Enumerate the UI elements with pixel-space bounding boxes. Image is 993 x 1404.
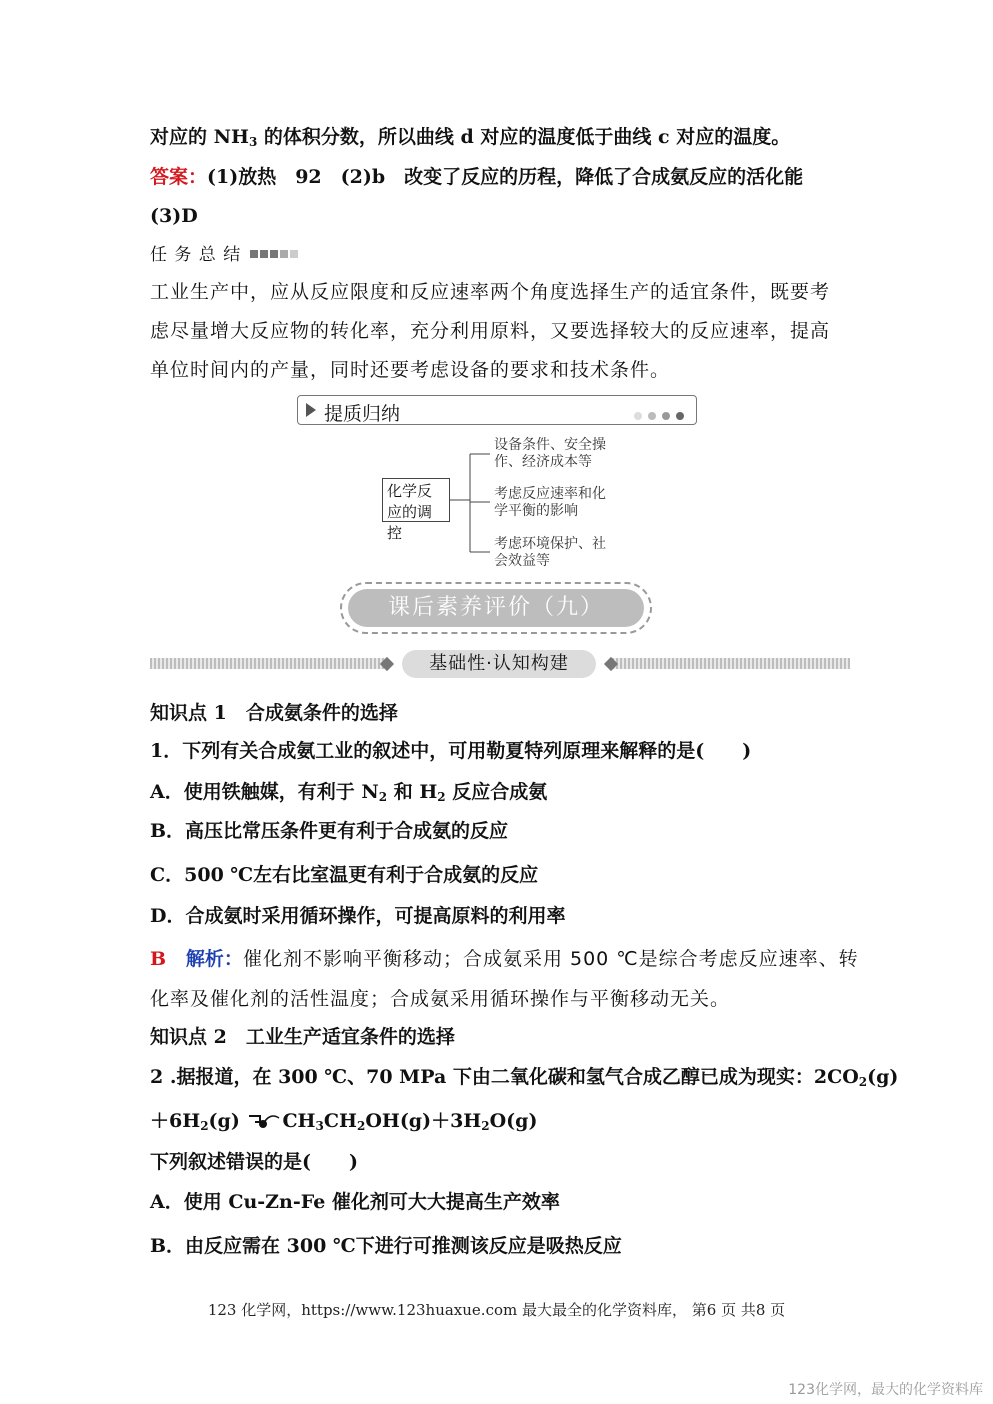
answer-text: (1)放热 92 (2)b 改变了反应的历程，降低了合成氨反应的活化能 xyxy=(207,166,804,188)
kp2-question xyxy=(150,1062,898,1089)
section-banner xyxy=(340,582,652,634)
eq-text: OH(g)＋3H xyxy=(365,1110,482,1132)
summary-title xyxy=(150,240,298,265)
analysis-text: 催化剂不影响平衡移动；合成氨采用 500 ℃是综合考虑反应速率、转 xyxy=(242,948,859,970)
answer-letter: B xyxy=(150,948,167,970)
kp2-title: 知识点 2 工业生产适宜条件的选择 xyxy=(150,1026,455,1048)
mindmap-connectors xyxy=(450,440,500,565)
option-text: A．使用铁触媒，有利于 N xyxy=(150,781,379,803)
question-text: 2 .据报道，在 300 ℃、70 MPa 下由二氧化碳和氢气合成乙醇已成为现实：2CO xyxy=(150,1066,859,1088)
answer-label: 答案： xyxy=(150,166,208,188)
page-footer: 123 化学网，https://www.123huaxue.com 最大最全的化学资料库， 第6 页 共8 页 xyxy=(207,1301,786,1319)
subscript: 3 xyxy=(248,135,258,149)
kp2-option-a: A．使用 Cu-Zn-Fe 催化剂可大大提高生产效率 xyxy=(150,1191,560,1213)
option-text: 反应合成氨 xyxy=(445,781,548,803)
mindmap-branch: 设备条件、安全操作、经济成本等 xyxy=(494,437,606,470)
play-triangle-icon xyxy=(306,403,316,417)
kp2-equation xyxy=(150,1106,537,1133)
analysis-label: 解析： xyxy=(185,948,243,970)
mindmap-branch: 考虑环境保护、社会效益等 xyxy=(494,536,606,569)
prev-text-post: 的体积分数，所以曲线 d 对应的温度低于曲线 c 对应的温度。 xyxy=(257,126,791,148)
question-text: (g) xyxy=(867,1066,899,1088)
prev-text-pre: 对应的 NH xyxy=(150,126,249,148)
watermark: 123化学网，最大的化学资料库 xyxy=(788,1382,983,1398)
kp1-analysis xyxy=(150,944,859,971)
divider-left xyxy=(150,658,386,669)
kp2-option-b: B．由反应需在 300 ℃下进行可推测该反应是吸热反应 xyxy=(150,1235,622,1257)
analysis-text-2: 化率及催化剂的活性温度；合成氨采用循环操作与平衡移动无关。 xyxy=(150,988,731,1010)
answer-line xyxy=(150,162,803,189)
summary-line: 工业生产中，应从反应限度和反应速率两个角度选择生产的适宜条件，既要考 xyxy=(150,281,831,303)
kp1-option-a xyxy=(150,777,547,804)
reaction-arrow-icon xyxy=(246,1110,282,1132)
mindmap-header xyxy=(297,395,697,425)
eq-text: O(g) xyxy=(489,1110,538,1132)
kp2-question-2: 下列叙述错误的是( ) xyxy=(150,1151,358,1173)
decor-squares-icon xyxy=(248,245,298,265)
subsection-title: 基础性·认知构建 xyxy=(402,650,596,678)
subscript: 2 xyxy=(356,1119,366,1133)
subscript: 2 xyxy=(200,1119,209,1133)
eq-text: ＋6H xyxy=(150,1110,201,1132)
prev-text-line xyxy=(150,122,790,149)
section-banner-text: 课后素养评价（九） xyxy=(348,589,644,627)
answer-text-2: (3)D xyxy=(150,205,198,227)
summary-line: 单位时间内的产量，同时还要考虑设备的要求和技术条件。 xyxy=(150,359,671,381)
kp1-question: 1．下列有关合成氨工业的叙述中，可用勒夏特列原理来解释的是( ) xyxy=(150,740,752,762)
kp1-option-b: B．高压比常压条件更有利于合成氨的反应 xyxy=(150,820,509,842)
mindmap-branch: 考虑反应速率和化学平衡的影响 xyxy=(494,486,606,519)
dots-icon xyxy=(628,405,684,424)
subscript: 2 xyxy=(481,1119,490,1133)
summary-line: 虑尽量增大反应物的转化率，充分利用原料，又要选择较大的反应速率，提高 xyxy=(150,320,831,342)
kp1-option-c: C．500 ℃左右比室温更有利于合成氨的反应 xyxy=(150,864,539,886)
mindmap-root: 化学反应的调控 xyxy=(382,478,450,522)
subscript: 2 xyxy=(858,1075,868,1089)
option-text: 和 H xyxy=(387,781,438,803)
subscript: 2 xyxy=(437,790,446,804)
mindmap-header-title: 提质归纳 xyxy=(324,403,401,425)
kp1-title: 知识点 1 合成氨条件的选择 xyxy=(150,702,398,724)
divider-right xyxy=(612,658,850,669)
subscript: 3 xyxy=(315,1119,324,1133)
eq-text: (g) xyxy=(208,1110,240,1132)
subscript: 2 xyxy=(378,790,388,804)
summary-title-text: 任 务 总 结 xyxy=(150,245,242,265)
eq-text: CH xyxy=(323,1110,357,1132)
eq-text: CH xyxy=(282,1110,316,1132)
kp1-option-d: D．合成氨时采用循环操作，可提高原料的利用率 xyxy=(150,905,566,927)
